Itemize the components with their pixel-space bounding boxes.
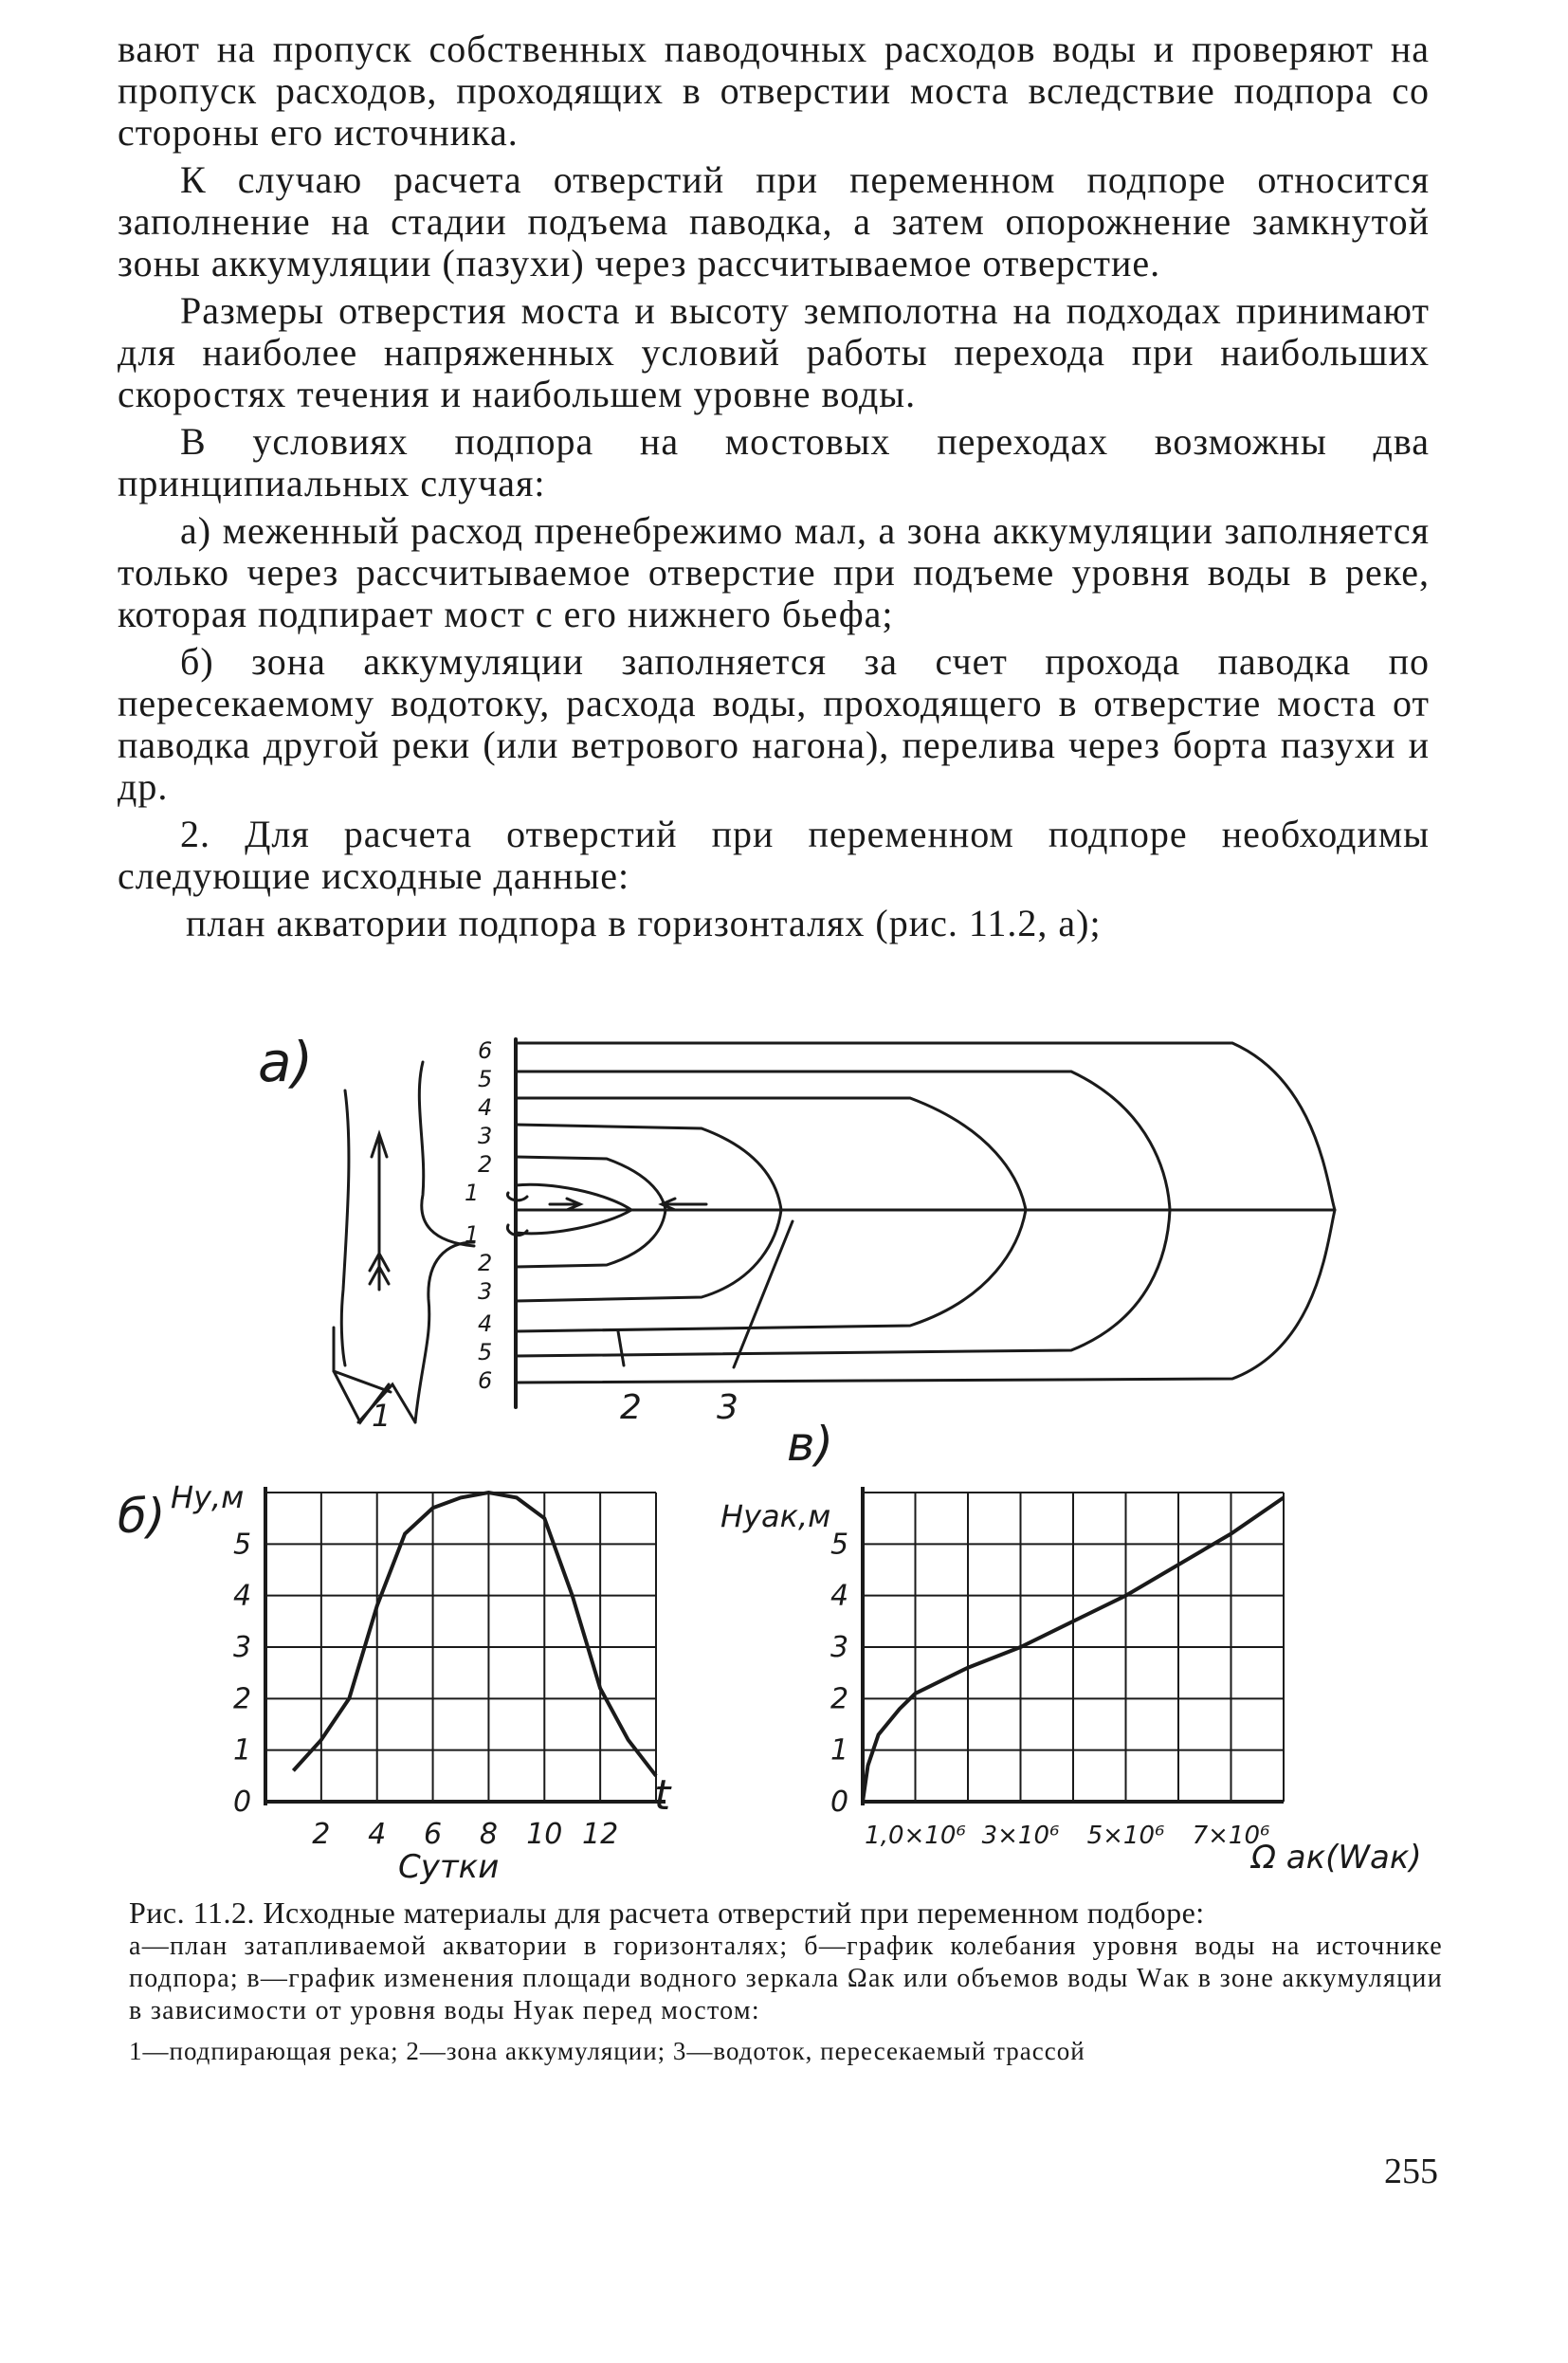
callout-3: 3 xyxy=(717,1388,738,1427)
x-tick-label: 1,0×10⁶ xyxy=(865,1822,966,1850)
inner-arrow-2 xyxy=(662,1199,706,1210)
paragraph: 2. Для расчета отверстий при переменном подпоре необходимы следующие исходные данные: xyxy=(118,813,1430,897)
x-tick-label: 4 xyxy=(368,1818,387,1851)
x-tick-label: 3×10⁶ xyxy=(981,1822,1060,1850)
panel-b-chart xyxy=(118,1479,672,1886)
inlet-hook-bottom xyxy=(507,1225,527,1236)
panel-a-plan xyxy=(258,1030,1335,1422)
panel-b-label: б) xyxy=(118,1489,166,1544)
flow-arrow-head xyxy=(372,1134,387,1157)
series-line-level xyxy=(293,1493,656,1776)
contour-1 xyxy=(516,1184,631,1234)
contour-label: 6 xyxy=(478,1037,493,1064)
x-tick-label: 2 xyxy=(312,1818,331,1851)
panel-v-ticks xyxy=(830,1528,1269,1850)
contour-2 xyxy=(516,1157,665,1267)
panel-b-y-axis-label: Hу,м xyxy=(171,1479,245,1515)
x-tick-label: 12 xyxy=(582,1818,619,1851)
river-bank-right-lower xyxy=(415,1242,474,1422)
paragraph: план акватории подпора в горизонталях (рис. 11.2, а); xyxy=(186,902,1102,944)
y-tick-label: 1 xyxy=(233,1733,252,1768)
river-bank-right-end xyxy=(358,1384,415,1422)
callout-2-leader xyxy=(618,1331,624,1365)
contour-4 xyxy=(516,1098,1026,1331)
panel-v-grid xyxy=(863,1487,1284,1805)
y-tick-label: 5 xyxy=(233,1528,252,1562)
panel-v-x-axis-label: Ω ак(Wак) xyxy=(1251,1839,1422,1877)
paragraph: а) меженный расход пренебрежимо мал, а зона аккумуляции заполняется только через рассчитываемое отверстие при подъеме уровня воды в реке, которая подпирает мост с его нижнего бьефа; xyxy=(118,509,1430,635)
y-tick-label: 4 xyxy=(830,1579,849,1613)
y-tick-label: 1 xyxy=(830,1733,849,1768)
caption-legend: а—план затапливаемой акватории в горизонталях; б—график колебания уровня воды на источнике подпора; в—график изменения площади водного зеркала Ωак или объемов воды Wак в зоне аккумуляции в зависимости от уровня воды Hуак перед мостом: xyxy=(129,1932,1443,2025)
paragraph: К случаю расчета отверстий при переменном подпоре относится заполнение на стадии подъема паводка, а затем опорожнение замкнутой зоны аккумуляции (пазухи) через рассчитываемое отверстие. xyxy=(118,158,1430,284)
callout-3-leader xyxy=(734,1221,793,1367)
contour-label: 2 xyxy=(478,1151,493,1178)
contour-label: 3 xyxy=(478,1278,493,1305)
callout-1: 1 xyxy=(372,1398,392,1434)
river-bend xyxy=(334,1328,391,1392)
contour-3 xyxy=(516,1125,781,1301)
contour-label: 1 xyxy=(465,1180,480,1206)
panel-a-ticks xyxy=(372,1037,738,1434)
river-bank-right-upper xyxy=(419,1062,474,1246)
panel-b-x-axis-symbol: t xyxy=(654,1771,671,1820)
panel-b-ticks xyxy=(233,1528,618,1851)
panel-v-label: в) xyxy=(787,1417,833,1472)
panel-b-grid xyxy=(265,1487,665,1805)
contour-5 xyxy=(516,1072,1170,1356)
contour-6 xyxy=(516,1043,1335,1383)
figure-caption xyxy=(129,1895,1443,2069)
contour-label: 4 xyxy=(478,1310,493,1337)
contour-label: 3 xyxy=(478,1123,493,1149)
caption-title: Рис. 11.2. Исходные материалы для расчета отверстий при переменном подборе: xyxy=(129,1896,1205,1930)
callout-2: 2 xyxy=(620,1388,642,1427)
contour-label: 5 xyxy=(478,1066,493,1092)
body-text xyxy=(118,28,1430,950)
paragraph: В условиях подпора на мостовых переходах возможны два принципиальных случая: xyxy=(118,420,1430,504)
paragraph: Размеры отверстия моста и высоту земполотна на подходах принимают для наиболее напряженных условий работы перехода при наибольших скоростях течения и наибольшем уровне воды. xyxy=(118,289,1430,415)
y-tick-label: 2 xyxy=(830,1682,849,1716)
y-tick-label: 3 xyxy=(830,1631,849,1664)
panel-b-x-axis-label: Сутки xyxy=(398,1848,500,1886)
y-tick-label: 3 xyxy=(233,1631,252,1664)
river-bank-left xyxy=(341,1090,349,1365)
y-tick-label: 5 xyxy=(830,1528,849,1562)
panel-a-label: а) xyxy=(258,1030,314,1094)
contour-label: 2 xyxy=(478,1250,493,1276)
y-tick-label: 0 xyxy=(830,1786,849,1819)
river-v xyxy=(334,1371,389,1422)
y-tick-label: 4 xyxy=(233,1579,252,1613)
paragraph: вают на пропуск собственных паводочных расходов воды и проверяют на пропуск расходов, проходящих в отверстии моста вследствие подпора со стороны его источника. xyxy=(118,27,1430,154)
page-number: 255 xyxy=(1384,2152,1438,2191)
y-tick-label: 2 xyxy=(233,1682,252,1716)
caption-legend-keys: 1—подпирающая река; 2—зона аккумуляции; 3—водоток, пересекаемый трассой xyxy=(129,2037,1085,2065)
y-tick-label: 0 xyxy=(233,1786,252,1819)
x-tick-label: 8 xyxy=(479,1818,498,1851)
inlet-hook-top xyxy=(507,1193,527,1200)
inner-arrow-1 xyxy=(550,1199,580,1210)
flow-arrow-tail xyxy=(370,1254,389,1284)
x-tick-label: 10 xyxy=(526,1818,563,1851)
x-tick-label: 7×10⁶ xyxy=(1192,1822,1270,1850)
paragraph: б) зона аккумуляции заполняется за счет прохода паводка по пересекаемому водотоку, расхода воды, проходящего в отверстие моста от паводка другой реки (или ветрового нагона), перелива через борта пазухи и др. xyxy=(118,640,1430,808)
x-tick-label: 6 xyxy=(424,1818,443,1851)
panel-v-y-axis-label: Hуак,м xyxy=(720,1498,831,1534)
x-tick-label: 5×10⁶ xyxy=(1086,1822,1165,1850)
panel-v-chart xyxy=(720,1417,1422,1877)
contour-label: 1 xyxy=(465,1221,480,1248)
contour-label: 5 xyxy=(478,1339,493,1365)
contour-label: 4 xyxy=(478,1094,493,1121)
series-line-area xyxy=(863,1497,1284,1802)
contour-label: 6 xyxy=(478,1367,493,1394)
